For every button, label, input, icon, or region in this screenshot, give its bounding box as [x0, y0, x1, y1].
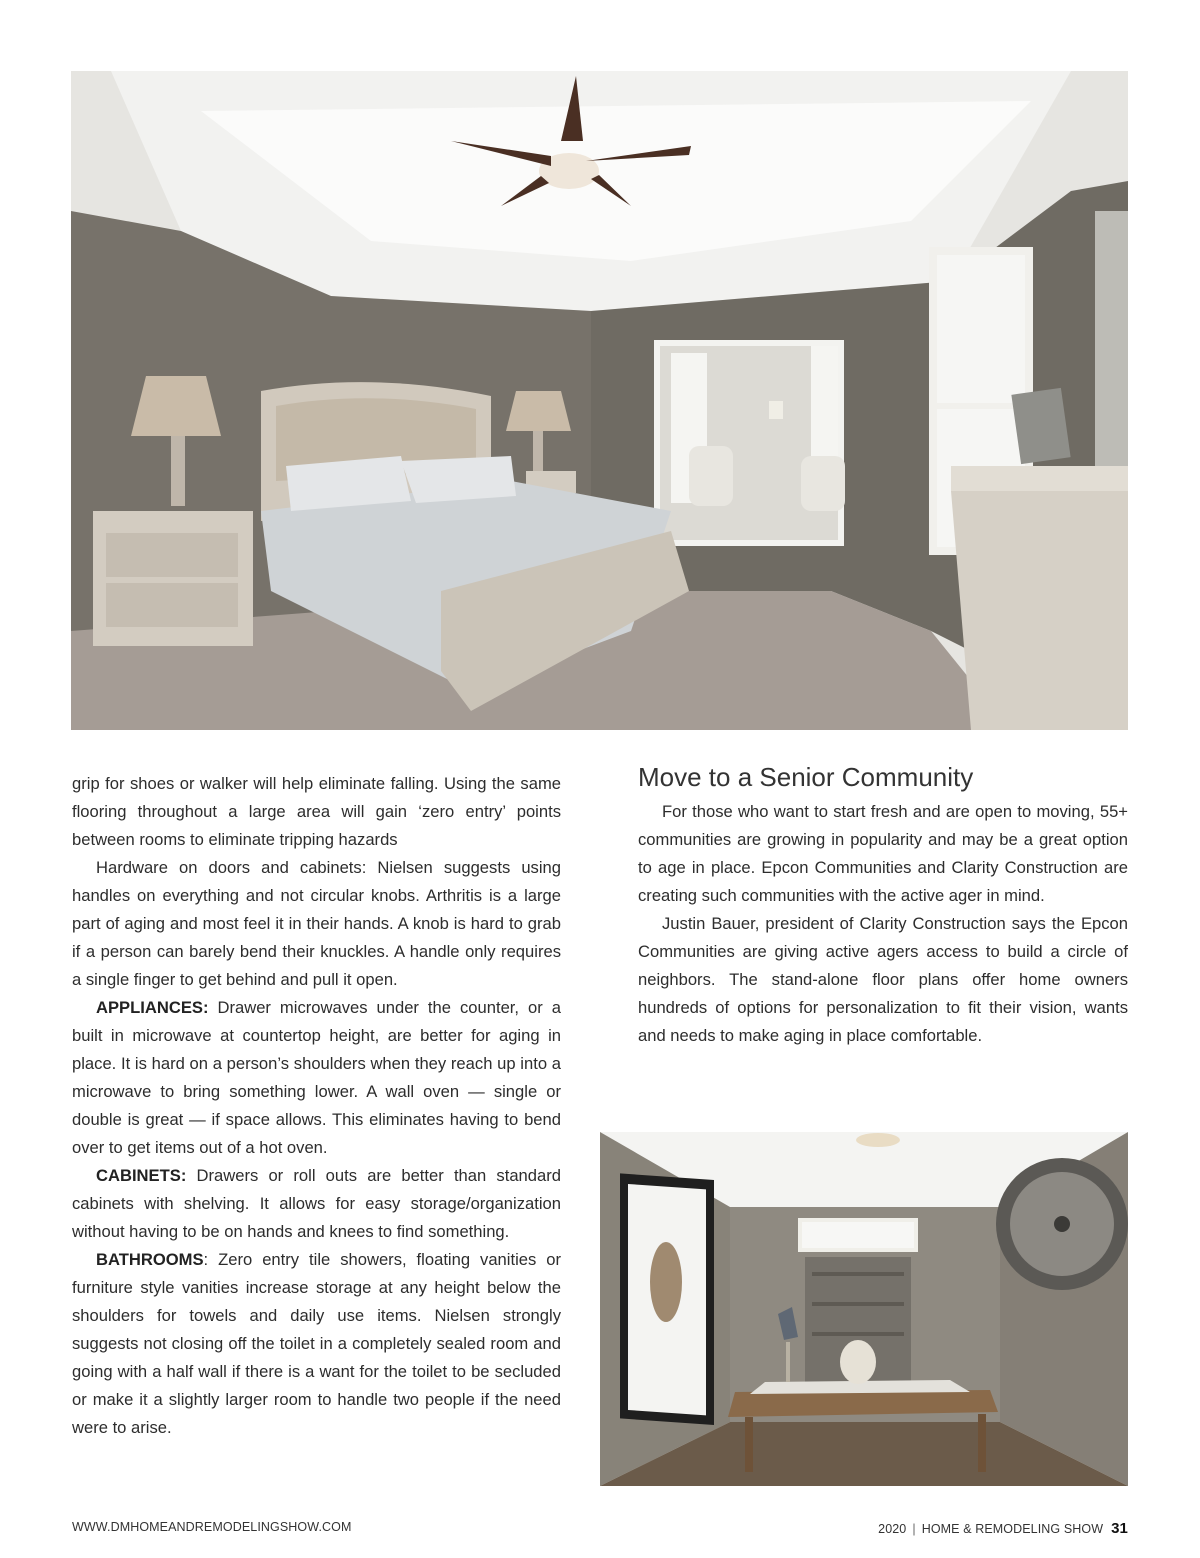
bedroom-illustration: [71, 71, 1128, 730]
appliances-label: APPLIANCES:: [96, 998, 209, 1017]
footer-divider: |: [912, 1522, 916, 1536]
left-column: [72, 770, 561, 1442]
page-number: 31: [1111, 1520, 1128, 1537]
paragraph-appliances: [72, 994, 561, 1162]
paragraph-senior-community: For those who want to start fresh and are open to moving, 55+ communities are growing in popularity and may be a great option to age in place. Epcon Communities and Clarity Construction are creating such communities with the active ager in mind.: [638, 802, 1128, 905]
section-heading: Move to a Senior Community: [638, 762, 974, 792]
cabinets-label: CABINETS:: [96, 1166, 187, 1185]
paragraph-cabinets: [72, 1162, 561, 1246]
footer-year: 2020: [878, 1522, 907, 1536]
footer-url: WWW.DMHOMEANDREMODELINGSHOW.COM: [72, 1520, 352, 1534]
office-photo: [600, 1132, 1128, 1486]
bathrooms-text: : Zero entry tile showers, floating vanities or furniture style vanities increase storage at any height below the shoulders for towels and daily use items. Nielsen strongly suggests not closing off the toilet in a completely sealed room and going with a half wall if there is a want for the toilet to be secluded or make it a slightly larger room to handle two people if the need were to arise.: [72, 1250, 561, 1437]
paragraph-bathrooms: [72, 1246, 561, 1442]
cabinets-text: Drawers or roll outs are better than standard cabinets with shelving. It allows for easy storage/organization without having to be on hands and knees to find something.: [72, 1166, 561, 1241]
paragraph-flooring: grip for shoes or walker will help eliminate falling. Using the same flooring throughout a large area will gain ‘zero entry’ points between rooms to eliminate tripping hazards: [72, 774, 561, 849]
office-illustration: [600, 1132, 1128, 1486]
footer-publication: [878, 1520, 1128, 1537]
footer-publication-name: HOME & REMODELING SHOW: [921, 1522, 1104, 1536]
appliances-text: Drawer microwaves under the counter, or a built in microwave at countertop height, are better for aging in place. It is hard on a person’s shoulders when they reach up into a microwave to bring something lower. A wall oven — single or double is great — if space allows. This eliminates having to bend over to get items out of a hot oven.: [72, 998, 561, 1157]
right-column: [638, 798, 1128, 1050]
bedroom-photo: [71, 71, 1128, 730]
paragraph-justin-bauer: Justin Bauer, president of Clarity Construction says the Epcon Communities are giving active agers access to build a circle of neighbors. The stand-alone floor plans offer home owners hundreds of options for personalization to fit their vision, wants and needs to make aging in place comfortable.: [638, 914, 1128, 1045]
bathrooms-label: BATHROOMS: [96, 1250, 204, 1269]
paragraph-hardware: Hardware on doors and cabinets: Nielsen suggests using handles on everything and not circular knobs. Arthritis is a large part of aging and most feel it in their hands. A knob is hard to grab if a person can barely bend their knuckles. A handle only requires a single finger to get behind and pull it open.: [72, 858, 561, 989]
